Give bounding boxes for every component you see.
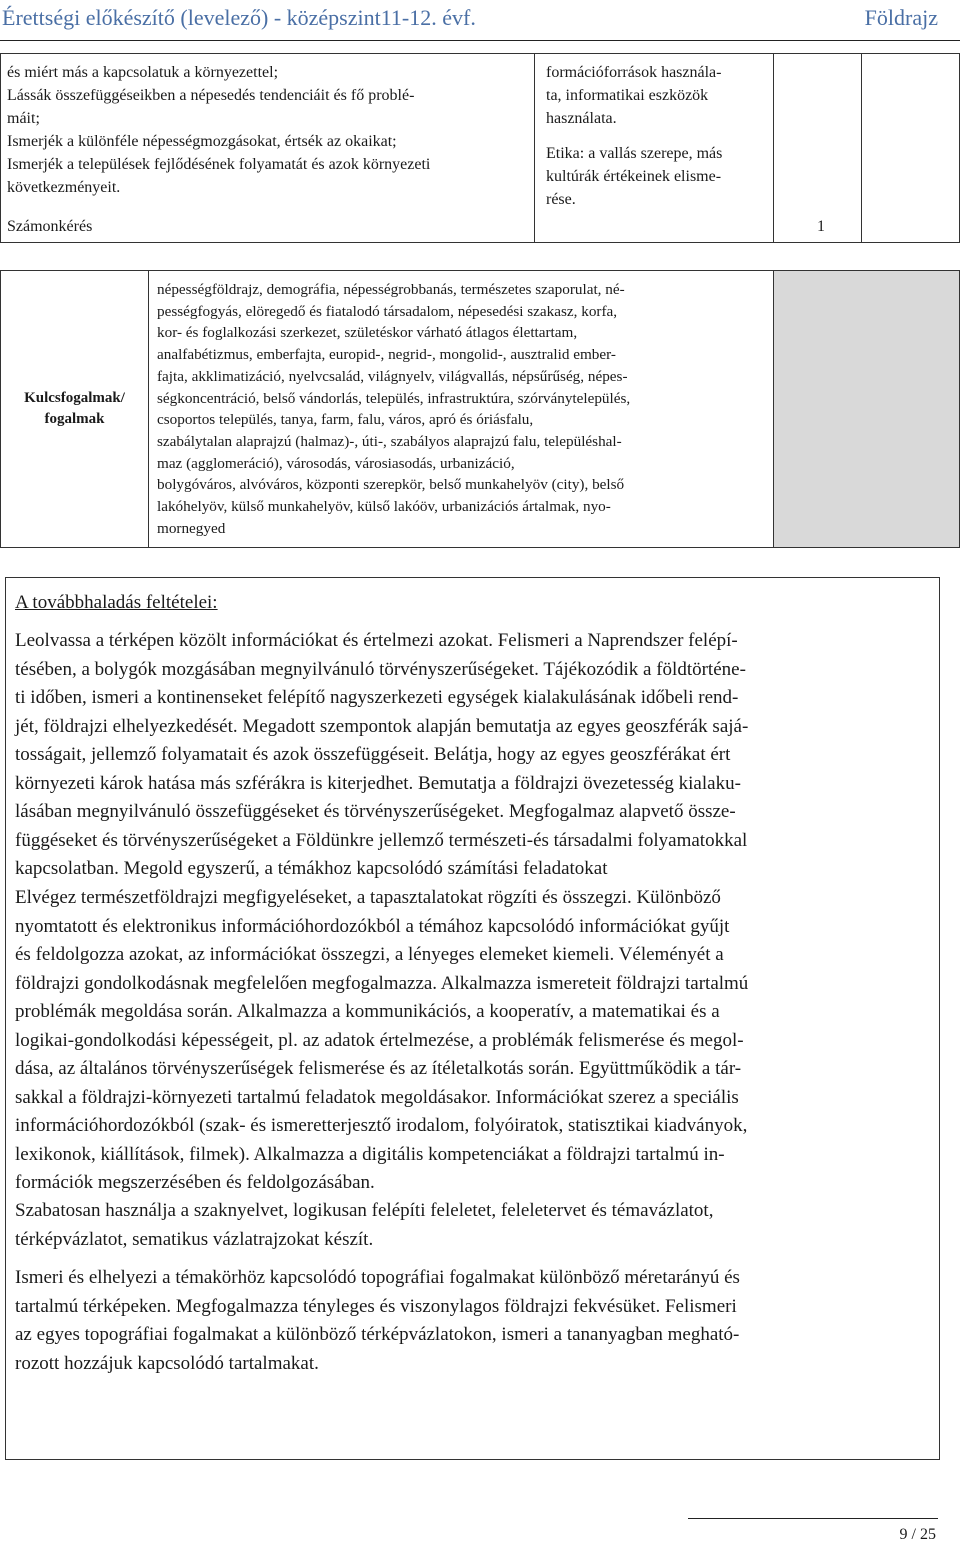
- paragraph-line: tartalmú térképeken. Megfogalmazza tényleges és viszonylagos földrajzi fekvésüket. Felismeri: [15, 1295, 737, 1317]
- header-subject: Földrajz: [864, 5, 938, 30]
- paragraph-line: jét, földrajzi elhelyezkedését. Megadott szempontok alapján bemutatja az egyes geoszférák sajá-: [15, 715, 749, 737]
- header-rule: [0, 40, 960, 41]
- paragraph-line: tosságait, jellemző folyamatait és azok összefüggéseit. Belátja, hogy az egyes geoszférákat ért: [15, 744, 731, 765]
- goals-line: Ismerjék a települések fejlődésének folyamatát és azok környezeti: [7, 156, 431, 173]
- paragraph-line: rozott hozzájuk kapcsolódó tartalmakat.: [15, 1352, 319, 1374]
- assessment-hours: 1: [817, 218, 825, 235]
- links-line: használata.: [546, 110, 617, 127]
- assessment-label: Számonkérés: [7, 218, 93, 235]
- key-concepts-label: Kulcsfogalmak/ fogalmak: [24, 390, 125, 427]
- key-concepts-line: kor- és foglalkozási szerkezet, születéskor várható átlagos élettartam,: [157, 324, 578, 342]
- paragraph-line: és feldolgozza azokat, az információkat összegzi, a lényeges elemeket kiemeli. Véleményét a: [15, 944, 724, 965]
- goals-line: Ismerjék a különféle népességmozgásokat, értsék az okaikat;: [7, 133, 397, 150]
- paragraph-line: kapcsolatban. Megold egyszerű, a témákhoz kapcsolódó számítási feladatokat: [15, 858, 608, 879]
- paragraph-line: környezeti károk hatása más szférákra is kiterjedhet. Bemutatja a földrajzi övezetesség kialaku-: [15, 772, 741, 794]
- cross-links: [546, 61, 768, 211]
- goals-text: [7, 61, 531, 199]
- key-concepts-line: analfabétizmus, emberfajta, europid-, negrid-, mongolid-, ausztralid ember-: [157, 346, 616, 364]
- page-number: 9 / 25: [899, 1526, 936, 1543]
- shaded-cell: [862, 271, 959, 547]
- paragraph-line: térképvázlatot, sematikus vázlatrajzokat készít.: [15, 1228, 374, 1250]
- key-concepts-label-cell: [1, 271, 149, 547]
- paragraph-line: Leolvassa a térképen közölt információkat és értelmezi azokat. Felismeri a Naprendszer felépí-: [15, 630, 738, 651]
- goals-line: következményeit.: [7, 179, 121, 196]
- key-concepts-line: szabálytalan alaprajzú (halmaz)-, úti-, szabályos alaprajzú falu, településhal-: [157, 432, 622, 450]
- key-concepts-line: csoportos település, tanya, farm, falu, város, apró és óriásfalu,: [157, 411, 534, 429]
- key-concepts-line: fajta, akklimatizáció, nyelvcsalád, világnyelv, világvallás, népsűrűség, népes-: [157, 367, 628, 385]
- paragraph-line: problémák megoldása során. Alkalmazza a kommunikációs, a kooperatív, a matematikai és a: [15, 1001, 720, 1022]
- paragraph-line: Elvégez természetföldrajzi megfigyeléseket, a tapasztalatokat rögzíti és összegzi. Különböző: [15, 887, 721, 908]
- paragraph-line: formációk megszerzésében és feldolgozásában.: [15, 1172, 375, 1193]
- paragraph-line: nyomtatott és elektronikus információhordozókból a témához kapcsolódó információkat gyűjt: [15, 915, 730, 937]
- header-course-title: Érettségi előkészítő (levelező) - középszint11-12. évf.: [2, 5, 476, 30]
- paragraph-line: földrajzi gondolkodásnak megfelelően megfogalmazza. Alkalmazza ismereteit földrajzi tartalmú: [15, 972, 749, 994]
- paragraph-line: tésében, a bolygók mozgásában megnyilvánuló törvényszerűségeket. Tájékozódik a földtörténe-: [15, 658, 746, 680]
- goals-table: [0, 53, 960, 243]
- key-concepts-line: bolygóváros, alvóváros, központi szerepkör, belső munkahelyöv (city), belső: [157, 476, 625, 494]
- key-concepts-line: lakóhelyöv, külső munkahelyöv, külső lakóöv, urbanizációs ártalmak, nyo-: [157, 498, 611, 516]
- progression-paragraph: [15, 1197, 935, 1254]
- paragraph-line: logikai-gondolkodási képességeit, pl. az adatok értelmezése, a problémák felismerése és megol-: [15, 1029, 744, 1051]
- paragraph-line: függéseket és törvényszerűségeket a Földünkre jellemző természeti-és társadalmi folyamatokkal: [15, 829, 748, 851]
- progression-paragraph: [15, 1264, 935, 1378]
- key-concepts-line: mornegyed: [157, 519, 226, 537]
- paragraph-line: információhordozókból (szak- és ismeretterjesztő irodalom, folyóiratok, statisztikai kiadványok,: [15, 1115, 748, 1136]
- links-line: rése.: [546, 191, 576, 208]
- key-concepts-line: népességföldrajz, demográfia, népességrobbanás, természetes szaporulat, né-: [157, 281, 625, 298]
- key-concepts-line: maz (agglomeráció), városodás, városiasodás, urbanizáció,: [157, 454, 515, 472]
- links-line: formációforrások használa-: [546, 64, 722, 81]
- progression-paragraph: [15, 884, 935, 1198]
- goals-line: Lássák összefüggéseikben a népesedés tendenciáit és fő problé-: [7, 87, 415, 104]
- goals-line: máit;: [7, 110, 40, 127]
- footer-rule: [688, 1518, 938, 1519]
- page-header: [0, 0, 960, 46]
- goals-line: és miért más a kapcsolatuk a környezettel;: [7, 64, 279, 81]
- progression-title: A továbbhaladás feltételei:: [15, 592, 218, 613]
- progression-paragraph: [15, 627, 935, 884]
- paragraph-line: Szabatosan használja a szaknyelvet, logikusan felépíti feleletet, feleletervet és témavázlatot,: [15, 1200, 714, 1221]
- shaded-cell: [773, 271, 863, 547]
- paragraph-line: az egyes topográfiai fogalmakat a különböző térképvázlatokon, ismeri a tananyagban megható-: [15, 1324, 740, 1345]
- links-line: kultúrák értékeinek elisme-: [546, 168, 722, 185]
- links-line: ta, informatikai eszközök: [546, 87, 709, 104]
- paragraph-line: sakkal a földrajzi-környezeti tartalmú feladatok megoldásakor. Információkat szerez a speciális: [15, 1086, 739, 1108]
- paragraph-line: ti időben, ismeri a kontinenseket felépítő nagyszerkezeti egységek kialakulásának időbeli rend-: [15, 687, 739, 708]
- links-line: Etika: a vallás szerepe, más: [546, 145, 723, 162]
- paragraph-line: dása, az általános törvényszerűségek felismerése és az ítéletalkotás során. Együttműködik a tár-: [15, 1058, 742, 1079]
- key-concepts-text: [157, 279, 769, 539]
- key-concepts-line: pességfogyás, elöregedő és fiatalodó társadalom, népesedési szakasz, korfa,: [157, 302, 618, 320]
- progression-box: [5, 577, 940, 1460]
- paragraph-line: lásában megnyilvánuló összefüggéseket és törvényszerűségeket. Megfogalmaz alapvető össze-: [15, 801, 736, 822]
- key-concepts-line: ségkoncentráció, belső vándorlás, település, infrastruktúra, szórványtelepülés,: [157, 389, 631, 407]
- paragraph-line: lexikonok, kiállítások, filmek). Alkalmazza a digitális kompetenciákat a földrajzi tartalmú in-: [15, 1143, 725, 1165]
- key-concepts-table: [0, 270, 960, 548]
- paragraph-line: Ismeri és elhelyezi a témakörhöz kapcsolódó topográfiai fogalmakat különböző méretarányú és: [15, 1267, 740, 1288]
